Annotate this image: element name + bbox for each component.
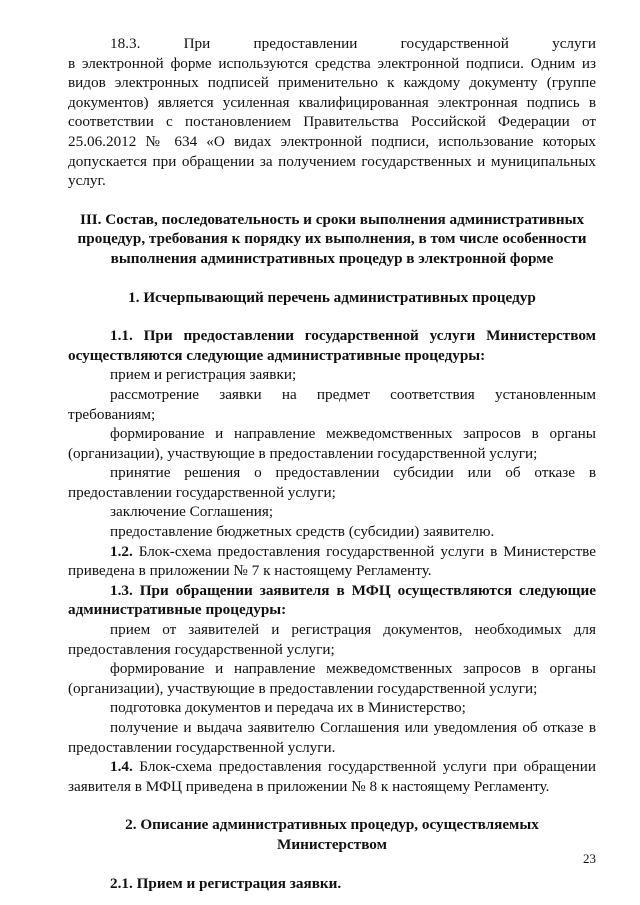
list-1-1 <box>68 365 596 541</box>
paragraph-1-4 <box>68 757 596 796</box>
word: предоставлении <box>253 35 358 52</box>
list-item: рассмотрение заявки на предмет соответствия установленным требованиям; <box>68 385 596 423</box>
list-item: получение и выдача заявителю Соглашения или уведомления об отказе в предоставлении государственной услуги. <box>68 719 596 756</box>
list-1-3 <box>68 620 596 757</box>
paragraph-1-3-heading: 1.3. При обращении заявителя в МФЦ осуществляются следующие административные процедуры: <box>68 581 596 619</box>
list-item: подготовка документов и передача их в Министерство; <box>110 699 466 717</box>
paragraph-18-3-first-line <box>68 34 596 54</box>
list-item: заключение Соглашения; <box>110 503 274 521</box>
list-item: формирование и направление межведомственных запросов в органы (организации), участвующие в предоставлении государственной услуги; <box>68 425 596 462</box>
section-title: III. Состав, последовательность и сроки выполнения административных процедур, требования к порядку их выполнения, в том числе особенности выполнения административных процедур в электронной форме <box>77 210 587 267</box>
list-item: формирование и направление межведомственных запросов в органы (организации), участвующие в предоставлении государственной услуги; <box>68 660 596 697</box>
paragraph-18-3 <box>68 34 596 191</box>
word: государственной <box>400 35 509 52</box>
paragraph-number: 18.3. <box>110 35 141 52</box>
subsection-title-1: 1. Исчерпывающий перечень административных процедур <box>128 288 536 306</box>
document-page <box>68 34 596 893</box>
list-item: прием от заявителей и регистрация документов, необходимых для предоставления государственной услуги; <box>68 621 596 658</box>
list-item: предоставление бюджетных средств (субсидии) заявителю. <box>110 523 495 541</box>
paragraph-1-2 <box>68 542 596 581</box>
paragraph-1-1-heading: 1.1. При предоставлении государственной услуги Министерством осуществляются следующие административные процедуры: <box>68 327 596 364</box>
paragraph-text: Блок-схема предоставления государственной услуги при обращении заявителя в МФЦ приведена в приложении № 8 к настоящему Регламенту. <box>68 758 596 795</box>
paragraph-number: 1.4. <box>110 758 133 776</box>
paragraph-2-1-heading: 2.1. Прием и регистрация заявки. <box>110 874 342 892</box>
list-item: принятие решения о предоставлении субсидии или об отказе в предоставлении государственной услуги; <box>68 464 596 501</box>
paragraph-number: 1.2. <box>110 542 133 560</box>
word: услуги <box>552 35 596 52</box>
paragraph-18-3-text: в электронной форме используются средства электронной подписи. Одним из видов электронных подписей применительно к каждому документу (группе документов) является усиленная квалифицированная электронная подпись в соответствии с постановлением Правительства Российской Федерации от 25.06.2012 № 634 «О видах электронной подписи, использование которых допускается при обращении за получением государственных и муниципальных услуг. <box>68 54 596 190</box>
list-item: прием и регистрация заявки; <box>110 366 297 384</box>
page-number: 23 <box>583 851 596 866</box>
word: При <box>183 35 211 52</box>
subsection-title-2: 2. Описание административных процедур, осуществляемых Министерством <box>125 816 539 853</box>
paragraph-text: Блок-схема предоставления государственной услуги в Министерстве приведена в приложении № 7 к настоящему Регламенту. <box>68 542 596 580</box>
